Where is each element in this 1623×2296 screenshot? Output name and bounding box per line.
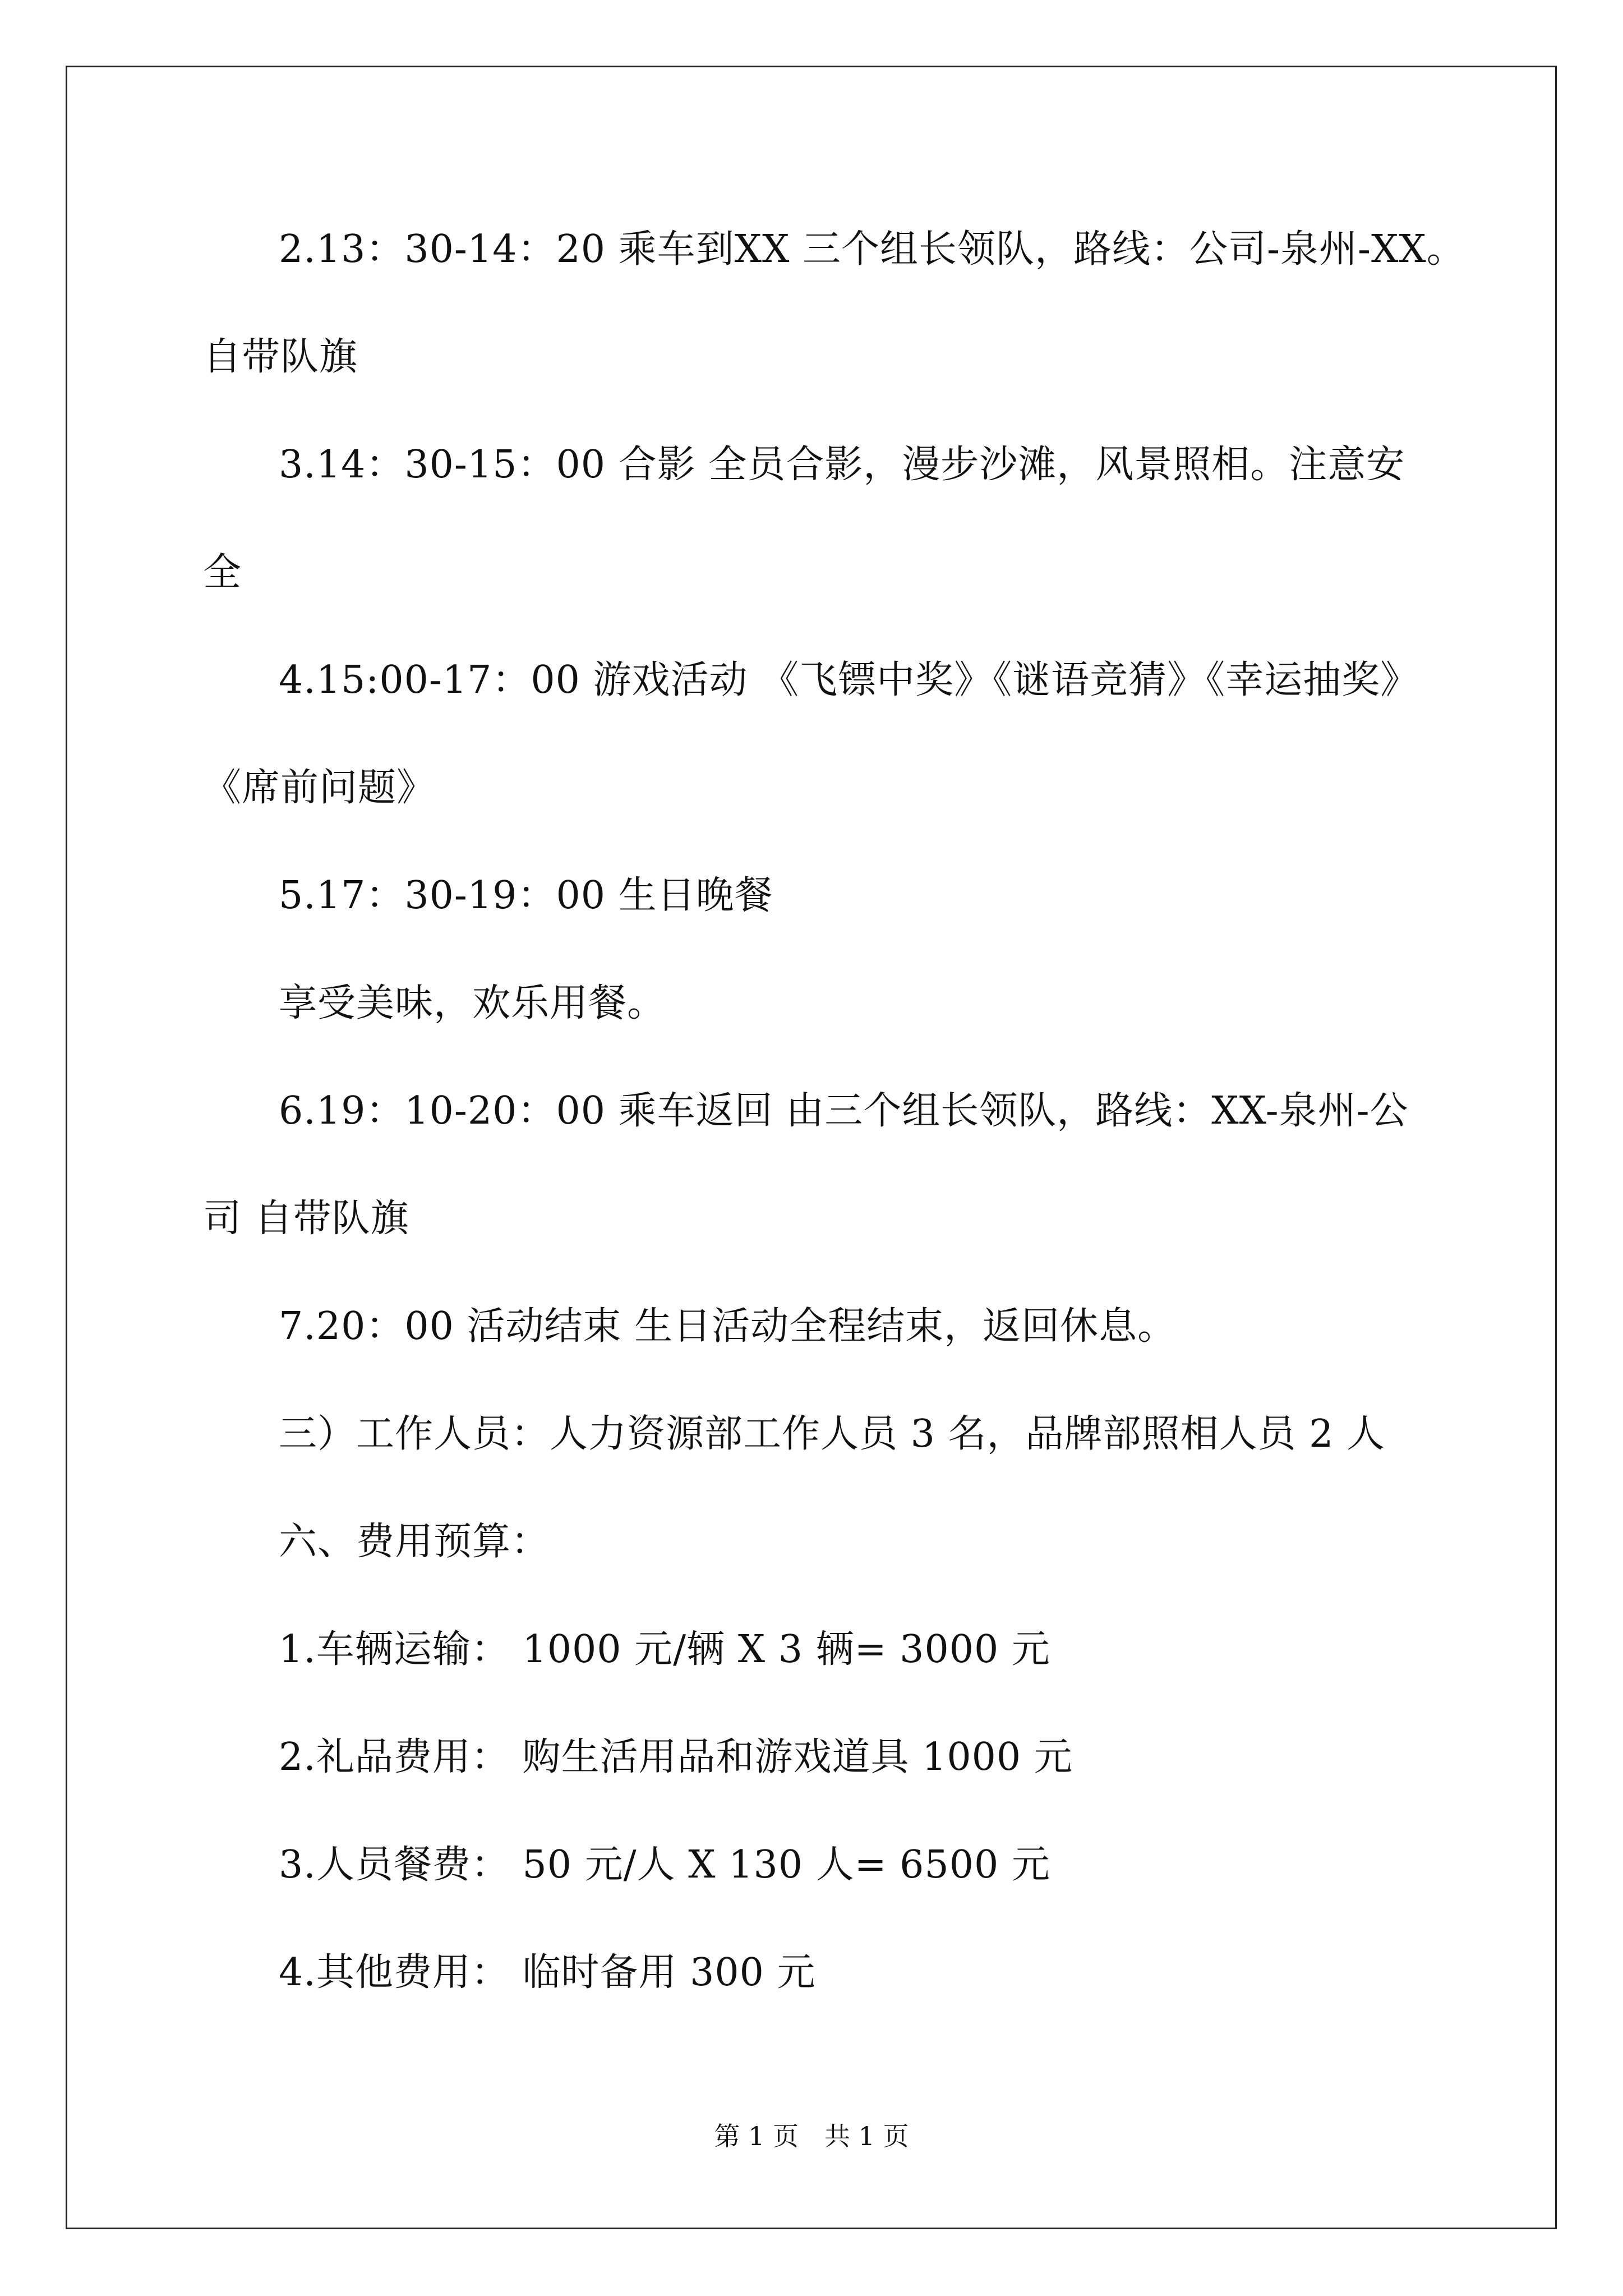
schedule-item-7: 7.20：00 活动结束 生日活动全程结束，返回休息。 [279,1304,1177,1349]
page-border [66,66,1557,2229]
budget-item-1: 1.车辆运输： 1000 元/辆 X 3 辆= 3000 元 [279,1627,1050,1672]
budget-item-4: 4.其他费用： 临时备用 300 元 [279,1950,816,1995]
schedule-item-4: 4.15:00-17：00 游戏活动 《飞镖中奖》《谜语竞猜》《幸运抽奖》 [279,658,1419,702]
budget-heading: 六、费用预算： [279,1520,550,1564]
schedule-item-6-continued: 司 自带队旗 [203,1197,409,1241]
schedule-item-5: 5.17：30-19：00 生日晚餐 [279,873,773,918]
budget-item-2: 2.礼品费用： 购生活用品和游戏道具 1000 元 [279,1735,1073,1779]
schedule-item-6: 6.19：10-20：00 乘车返回 由三个组长领队，路线：XX-泉州-公 [279,1089,1409,1133]
schedule-item-4-continued: 《席前问题》 [203,766,436,810]
staff-section: 三）工作人员：人力资源部工作人员 3 名，品牌部照相人员 2 人 [279,1412,1385,1456]
schedule-item-5-description: 享受美味，欢乐用餐。 [279,981,666,1025]
schedule-item-3: 3.14：30-15：00 合影 全员合影，漫步沙滩，风景照相。注意安 [279,443,1405,487]
budget-item-3: 3.人员餐费： 50 元/人 X 130 人= 6500 元 [279,1843,1050,1887]
schedule-item-3-continued: 全 [203,550,242,595]
page-footer: 第 1 页 共 1 页 [714,2121,909,2151]
schedule-item-2: 2.13：30-14：20 乘车到XX 三个组长领队，路线：公司-泉州-XX。 [279,227,1465,272]
schedule-item-2-continued: 自带队旗 [203,335,358,379]
